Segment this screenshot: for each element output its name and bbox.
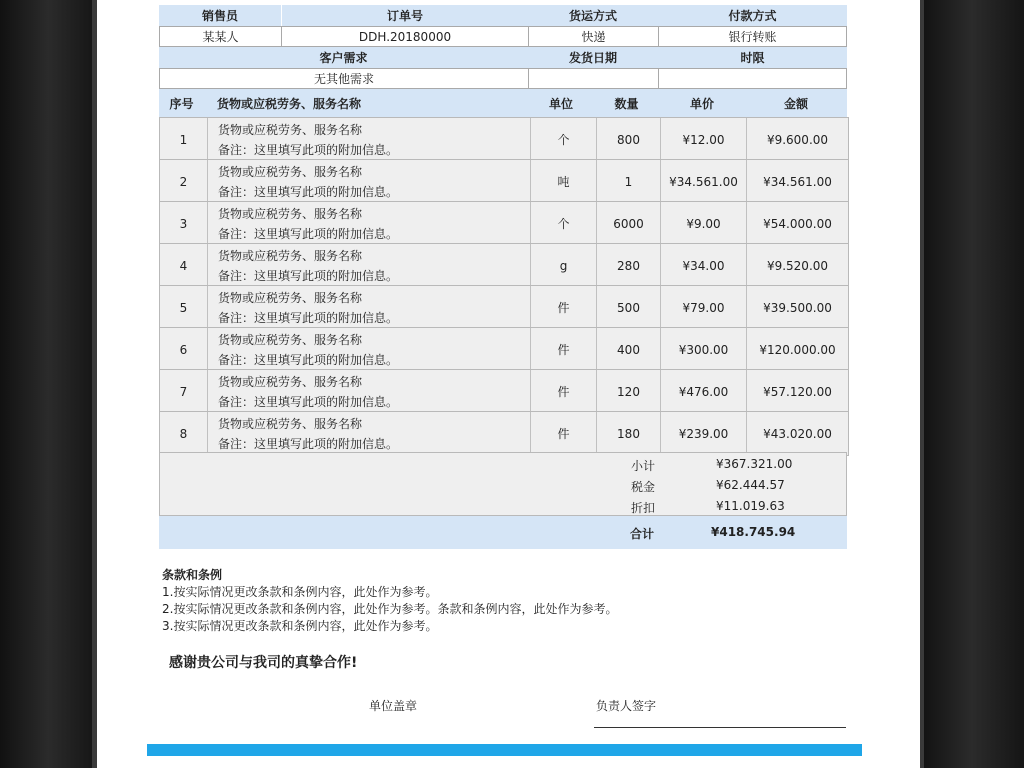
signature-line bbox=[594, 727, 846, 728]
col-header-price: 单价 bbox=[659, 89, 745, 117]
row-quantity: 800 bbox=[597, 118, 661, 161]
table-row bbox=[159, 369, 849, 414]
label-ship-date: 发货日期 bbox=[528, 47, 658, 68]
item-name: 货物或应税劳务、服务名称 bbox=[218, 416, 363, 431]
value-payment-method: 银行转账 bbox=[658, 26, 847, 47]
row-number: 3 bbox=[160, 202, 208, 245]
label-time-limit: 时限 bbox=[658, 47, 847, 68]
terms-line-3: 3.按实际情况更改条款和条例内容，此处作为参考。 bbox=[162, 619, 438, 633]
row-description bbox=[208, 286, 531, 329]
label-payment-method: 付款方式 bbox=[658, 5, 847, 26]
row-amount: ¥57.120.00 bbox=[763, 384, 832, 399]
table-row bbox=[159, 159, 849, 204]
item-name: 货物或应税劳务、服务名称 bbox=[218, 206, 363, 221]
thanks-message: 感谢贵公司与我司的真挚合作! bbox=[169, 655, 358, 671]
frame-right bbox=[920, 0, 1024, 768]
row-quantity: 120 bbox=[597, 370, 661, 413]
value-customer-needs: 无其他需求 bbox=[159, 68, 529, 89]
tax-value: ¥62.444.57 bbox=[716, 478, 785, 492]
table-row bbox=[159, 285, 849, 330]
row-amount: ¥9.600.00 bbox=[766, 132, 829, 147]
item-note: 备注：这里填写此项的附加信息。 bbox=[218, 436, 399, 451]
row-description bbox=[208, 412, 531, 455]
row-amount: ¥54.000.00 bbox=[763, 216, 832, 231]
row-description bbox=[208, 370, 531, 413]
col-header-name: 货物或应税劳务、服务名称 bbox=[207, 89, 377, 117]
row-unit-price: ¥34.561.00 bbox=[661, 160, 747, 203]
label-salesperson: 销售员 bbox=[159, 5, 281, 26]
row-amount: ¥39.500.00 bbox=[763, 300, 832, 315]
table-row bbox=[159, 117, 849, 162]
total-label: 合计 bbox=[630, 527, 655, 541]
row-unit-price: ¥239.00 bbox=[661, 412, 747, 455]
frame-left bbox=[0, 0, 97, 768]
row-description bbox=[208, 328, 531, 371]
item-name: 货物或应税劳务、服务名称 bbox=[218, 248, 363, 263]
row-unit-price: ¥34.00 bbox=[661, 244, 747, 287]
item-note: 备注：这里填写此项的附加信息。 bbox=[218, 310, 399, 325]
row-number: 5 bbox=[160, 286, 208, 329]
label-order-number: 订单号 bbox=[282, 5, 528, 26]
value-time-limit bbox=[658, 68, 847, 89]
value-ship-date bbox=[528, 68, 659, 89]
terms-section bbox=[162, 567, 617, 635]
row-amount: ¥43.020.00 bbox=[763, 426, 832, 441]
row-amount: ¥34.561.00 bbox=[763, 174, 832, 189]
row-number: 1 bbox=[160, 118, 208, 161]
row-number: 4 bbox=[160, 244, 208, 287]
row-unit-price: ¥476.00 bbox=[661, 370, 747, 413]
row-unit: 件 bbox=[531, 328, 597, 371]
tax-label: 税金 bbox=[631, 480, 656, 494]
invoice-document bbox=[97, 0, 920, 768]
table-row bbox=[159, 243, 849, 288]
row-quantity: 6000 bbox=[597, 202, 661, 245]
row-number: 7 bbox=[160, 370, 208, 413]
value-order-number: DDH.20180000 bbox=[281, 26, 529, 47]
row-amount: ¥120.000.00 bbox=[759, 342, 836, 357]
item-name: 货物或应税劳务、服务名称 bbox=[218, 290, 363, 305]
row-description bbox=[208, 118, 531, 161]
col-header-qty: 数量 bbox=[594, 89, 659, 117]
terms-line-1: 1.按实际情况更改条款和条例内容，此处作为参考。 bbox=[162, 585, 438, 599]
col-header-unit: 单位 bbox=[528, 89, 594, 117]
item-name: 货物或应税劳务、服务名称 bbox=[218, 374, 363, 389]
label-customer-needs: 客户需求 bbox=[159, 47, 528, 68]
signature-label: 负责人签字 bbox=[596, 699, 657, 713]
row-amount: ¥9.520.00 bbox=[766, 258, 829, 273]
row-number: 2 bbox=[160, 160, 208, 203]
row-quantity: 400 bbox=[597, 328, 661, 371]
item-note: 备注：这里填写此项的附加信息。 bbox=[218, 352, 399, 367]
row-quantity: 1 bbox=[597, 160, 661, 203]
row-quantity: 180 bbox=[597, 412, 661, 455]
row-description bbox=[208, 244, 531, 287]
subtotal-value: ¥367.321.00 bbox=[716, 457, 793, 471]
value-salesperson: 某某人 bbox=[159, 26, 282, 47]
item-name: 货物或应税劳务、服务名称 bbox=[218, 332, 363, 347]
row-quantity: 500 bbox=[597, 286, 661, 329]
item-note: 备注：这里填写此项的附加信息。 bbox=[218, 394, 399, 409]
value-shipping-method: 快递 bbox=[528, 26, 659, 47]
total-value: ¥418.745.94 bbox=[711, 525, 796, 539]
row-unit-price: ¥79.00 bbox=[661, 286, 747, 329]
row-unit: 个 bbox=[531, 118, 597, 161]
item-note: 备注：这里填写此项的附加信息。 bbox=[218, 226, 399, 241]
col-header-no: 序号 bbox=[159, 89, 204, 117]
row-unit: 吨 bbox=[531, 160, 597, 203]
row-unit: 件 bbox=[531, 370, 597, 413]
item-note: 备注：这里填写此项的附加信息。 bbox=[218, 268, 399, 283]
col-header-amount: 金额 bbox=[745, 89, 847, 117]
row-unit-price: ¥300.00 bbox=[661, 328, 747, 371]
row-quantity: 280 bbox=[597, 244, 661, 287]
table-row bbox=[159, 411, 849, 456]
row-unit: 件 bbox=[531, 286, 597, 329]
row-unit: 个 bbox=[531, 202, 597, 245]
row-unit: 件 bbox=[531, 412, 597, 455]
row-description bbox=[208, 202, 531, 245]
row-unit: g bbox=[531, 244, 597, 287]
row-description bbox=[208, 160, 531, 203]
table-row bbox=[159, 327, 849, 372]
label-shipping-method: 货运方式 bbox=[528, 5, 658, 26]
terms-title: 条款和条例 bbox=[162, 568, 223, 582]
total-bar bbox=[159, 516, 847, 549]
summary-block bbox=[159, 452, 847, 516]
terms-line-2: 2.按实际情况更改条款和条例内容，此处作为参考。条款和条例内容，此处作为参考。 bbox=[162, 602, 618, 616]
item-note: 备注：这里填写此项的附加信息。 bbox=[218, 184, 399, 199]
item-name: 货物或应税劳务、服务名称 bbox=[218, 164, 363, 179]
row-number: 6 bbox=[160, 328, 208, 371]
item-note: 备注：这里填写此项的附加信息。 bbox=[218, 142, 399, 157]
row-unit-price: ¥12.00 bbox=[661, 118, 747, 161]
row-number: 8 bbox=[160, 412, 208, 455]
item-name: 货物或应税劳务、服务名称 bbox=[218, 122, 363, 137]
footer-accent-bar bbox=[147, 744, 862, 756]
subtotal-label: 小计 bbox=[631, 459, 656, 473]
discount-value: ¥11.019.63 bbox=[716, 499, 785, 513]
row-unit-price: ¥9.00 bbox=[661, 202, 747, 245]
discount-label: 折扣 bbox=[631, 501, 656, 515]
company-seal-label: 单位盖章 bbox=[369, 699, 418, 713]
table-row bbox=[159, 201, 849, 246]
